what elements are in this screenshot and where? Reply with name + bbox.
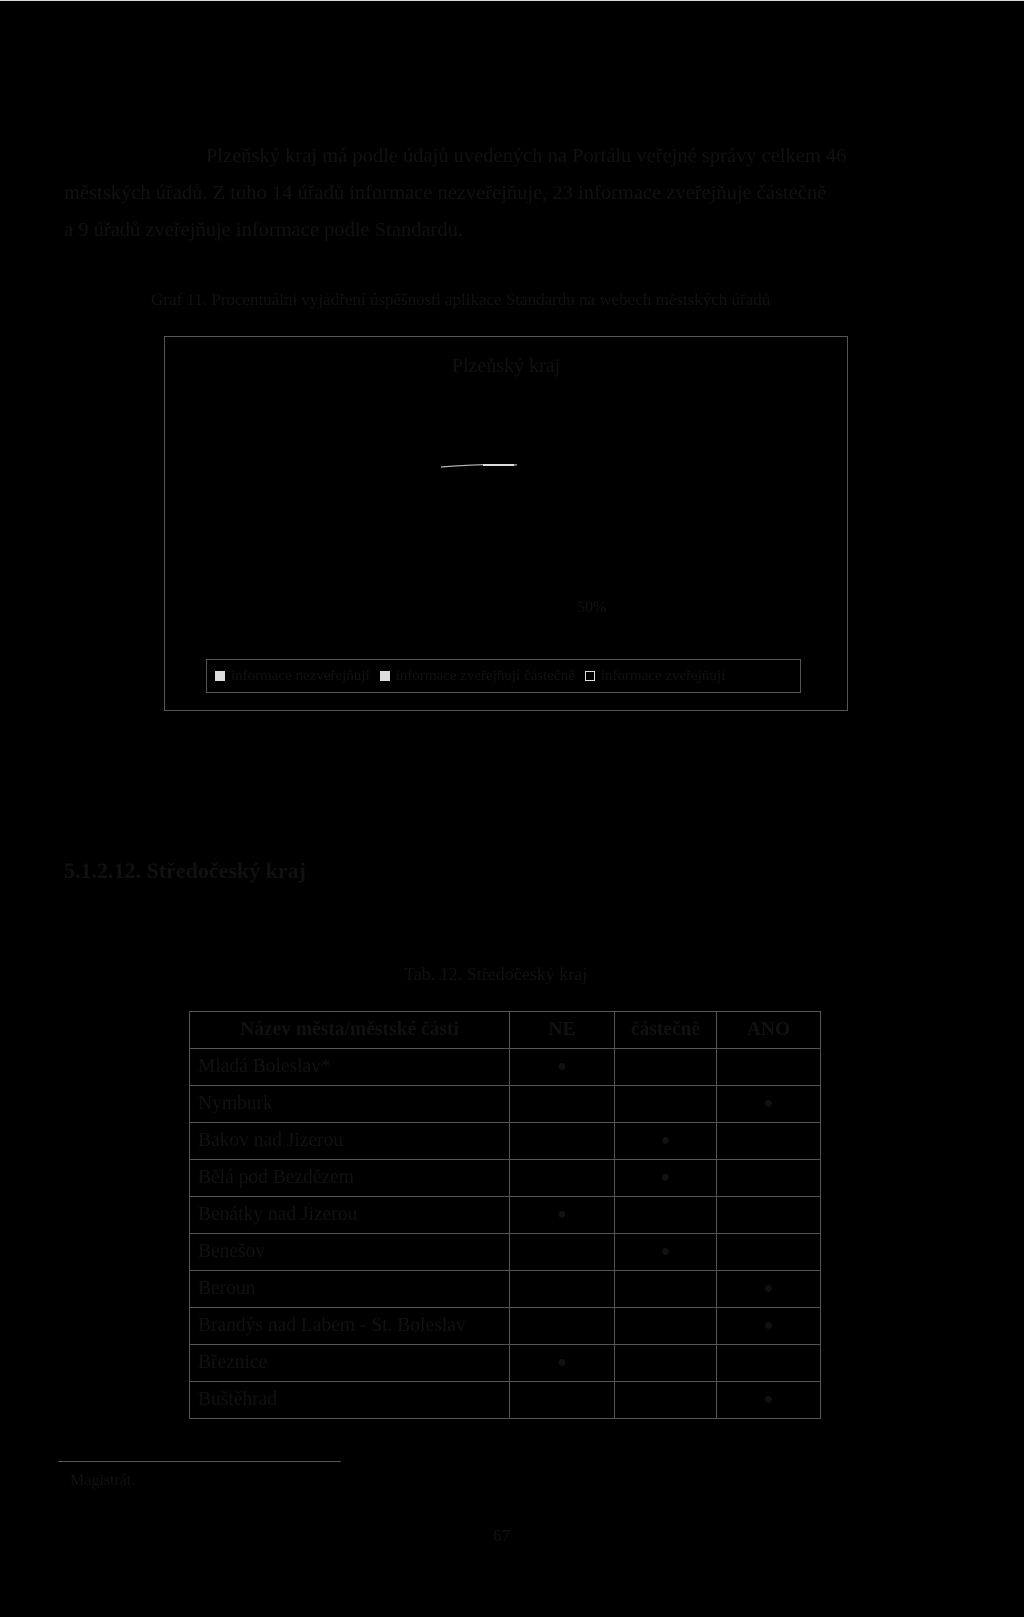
city-name: Brandýs nad Labem - St. Boleslav [190,1308,510,1345]
table-row [190,1345,821,1382]
table-row [190,1197,821,1234]
footnote: Magistrát. [70,1472,136,1489]
legend-label: informace zveřejňují částečně [395,667,575,684]
city-name: Beroun [190,1271,510,1308]
mark-cell [510,1123,615,1160]
mark-cell [615,1308,717,1345]
mark-cell [717,1345,821,1382]
mark-cell [717,1234,821,1271]
legend-swatch-filled [380,671,390,681]
table-body [190,1049,821,1419]
paragraph-line-1: Plzeňský kraj má podle údajů uvedených na Portálu veřejné správy celkem 46 [206,145,847,167]
chart-legend [206,659,801,693]
table-row [190,1382,821,1419]
mark-cell: ● [717,1308,821,1345]
legend-label: informace nezveřejňují [231,667,370,684]
header-castecne: částečně [615,1012,717,1049]
mark-cell [615,1271,717,1308]
city-name: Benátky nad Jizerou [190,1197,510,1234]
mark-cell [717,1197,821,1234]
mark-cell: ● [510,1049,615,1086]
header-ne: NE [510,1012,615,1049]
legend-swatch-empty [585,671,595,681]
mark-cell [615,1345,717,1382]
mark-cell [510,1086,615,1123]
mark-cell [717,1160,821,1197]
mark-cell [717,1123,821,1160]
table-row [190,1308,821,1345]
mark-cell: ● [615,1160,717,1197]
mark-cell [615,1197,717,1234]
table-caption: Tab. 12. Středočeský kraj [404,964,588,984]
chart-plot-area [165,337,849,657]
mark-cell: ● [717,1382,821,1419]
mark-cell [510,1308,615,1345]
mark-cell [510,1382,615,1419]
mark-cell: ● [510,1345,615,1382]
top-edge-line [0,0,1024,1]
mark-cell [510,1271,615,1308]
legend-swatch-filled [215,671,225,681]
mark-cell: ● [717,1271,821,1308]
legend-item-nezverejnuji [215,668,370,685]
city-name: Bakov nad Jizerou [190,1123,510,1160]
pie-chart [164,336,848,711]
mark-cell [510,1160,615,1197]
table-row [190,1271,821,1308]
cities-table [189,1011,821,1419]
table-row [190,1234,821,1271]
figure-caption: Graf 11. Procentuální vyjádření úspěšnosti aplikace Standardu na webech městských úřadů [151,290,771,309]
paragraph-line-2: městských úřadů. Z toho 14 úřadů informace nezveřejňuje, 23 informace zveřejňuje částečně [64,182,827,204]
footnote-divider [58,1461,341,1462]
legend-item-zverejnuji [585,668,726,685]
mark-cell [615,1049,717,1086]
legend-item-castecne [380,668,575,685]
mark-cell: ● [717,1086,821,1123]
table-row [190,1086,821,1123]
header-city-name: Název města/městské části [190,1012,510,1049]
city-name: Březnice [190,1345,510,1382]
chart-title: Plzeňský kraj [451,355,561,377]
mark-cell [615,1086,717,1123]
city-name: Buštěhrad [190,1382,510,1419]
mark-cell [510,1234,615,1271]
mark-cell: ● [615,1123,717,1160]
table-header-row [190,1012,821,1049]
header-ano: ANO [717,1012,821,1049]
mark-cell [717,1049,821,1086]
page-number: 67 [493,1526,510,1545]
intro-paragraph [64,138,964,249]
legend-label: informace zveřejňují [600,667,726,684]
section-heading: 5.1.2.12. Středočeský kraj [64,858,306,883]
city-name: Bělá pod Bezdězem [190,1160,510,1197]
mark-cell [615,1382,717,1419]
paragraph-line-3: a 9 úřadů zveřejňuje informace podle Standardu. [64,219,464,241]
table-row [190,1160,821,1197]
mark-cell: ● [510,1197,615,1234]
table-row [190,1123,821,1160]
city-name: Benešov [190,1234,510,1271]
mark-cell: ● [615,1234,717,1271]
city-name: Mladá Boleslav* [190,1049,510,1086]
table-row [190,1049,821,1086]
slice-label-50: 50% [577,599,607,616]
city-name: Nymburk [190,1086,510,1123]
